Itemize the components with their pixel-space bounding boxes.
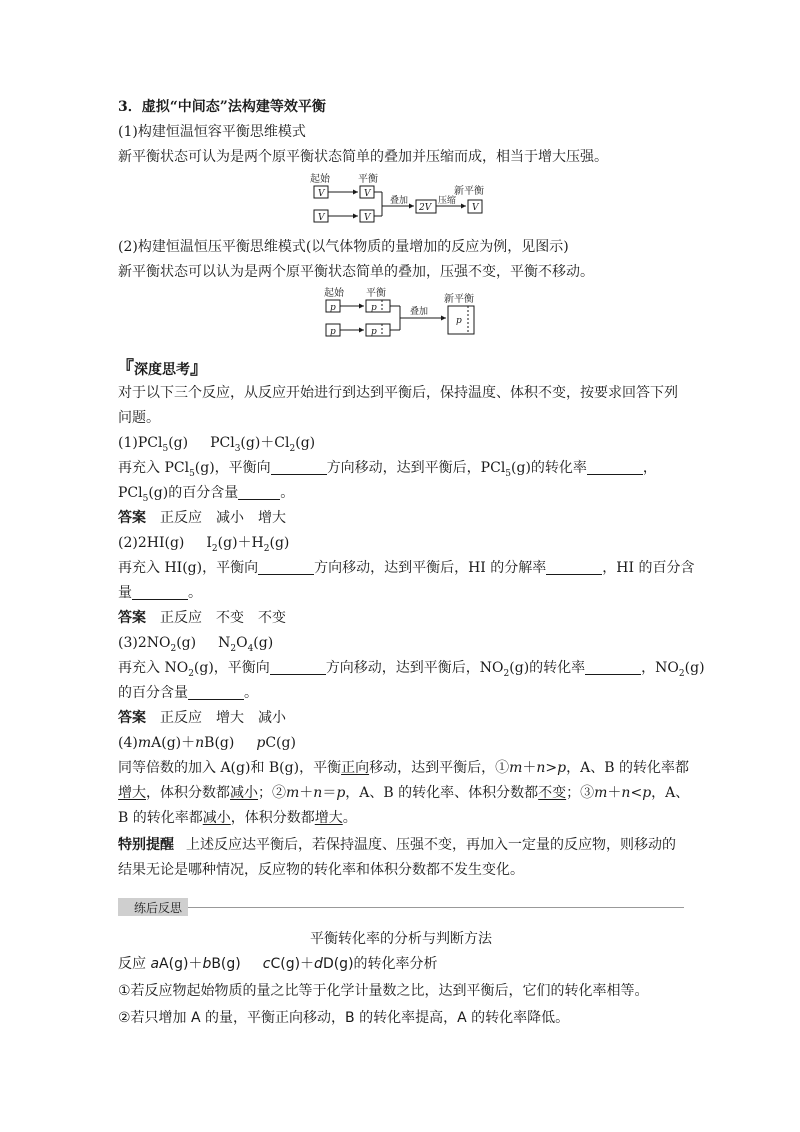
reflection-tab: 练后反思: [118, 898, 188, 916]
diagram2-p-box: p: [330, 303, 336, 313]
q1-blank-conversion[interactable]: [587, 460, 643, 475]
section-heading: 3．虚拟“中间态”法构建等效平衡: [118, 99, 326, 115]
diagram1-v-box: V: [364, 213, 371, 223]
reflection-item2: ②若只增加 A 的量，平衡正向移动，B 的转化率提高，A 的转化率降低。: [118, 1010, 570, 1026]
q3-line2: 的百分含量 。: [118, 685, 258, 701]
tip-line2: 结果无论是哪种情况，反应物的转化率和体积分数都不发生变化。: [118, 862, 524, 878]
q1-line1: 再充入 PCl$_5$(g)，平衡向 方向移动，达到平衡后，PCl$_5$(g)的转化率 ，: [118, 460, 657, 479]
diagram1-new-label: 新平衡: [454, 186, 484, 197]
q2-blank-percentage[interactable]: [132, 585, 188, 600]
q3-equation: $(3)2NO_2(g)$ $N_2O_4(g)$: [118, 635, 274, 654]
q2-blank-decomposition[interactable]: [546, 560, 602, 575]
diagram1-2v-box: 2V: [419, 203, 432, 213]
diagram2-p-box: p: [456, 316, 462, 326]
diagram1-v-box: V: [364, 189, 371, 199]
reflection-bar: [118, 898, 684, 916]
diagram2-p-box: p: [371, 303, 377, 313]
diagram2-start-label: 起始: [324, 288, 344, 299]
constant-volume-diagram: [300, 170, 510, 230]
q3-blank-direction[interactable]: [270, 660, 326, 675]
diagram2-eq-label: 平衡: [366, 288, 386, 299]
subheading-constant-pressure: (2)构建恒温恒压平衡思维模式(以气体物质的量增加的反应为例，见图示): [118, 239, 569, 255]
subheading-constant-volume: (1)构建恒温恒容平衡思维模式: [118, 124, 306, 140]
q1-blank-direction[interactable]: [271, 460, 327, 475]
diagram1-v-box: V: [472, 203, 479, 213]
q2-line2: 量 。: [118, 585, 202, 601]
reflection-reaction: 反应 aA(g)＋bB(g) cC(g)＋dD(g)的转化率分析: [118, 956, 438, 972]
diagram2-p-box: p: [371, 327, 377, 337]
q1-equation: (1)PCl$_5$(g) $PCl_3(g)+Cl_2(g)$: [118, 435, 316, 454]
q2-answer: 答案 正反应 不变 不变: [118, 610, 286, 626]
diagram1-stack-label: 叠加: [390, 196, 409, 206]
q4-line1: 同等倍数的加入 A(g)和 B(g)，平衡正向移动，达到平衡后，①m＋n>p，A、B 的转化率都: [118, 760, 689, 776]
q2-line1: 再充入 HI(g)，平衡向 方向移动，达到平衡后，HI 的分解率 ，HI 的百分含: [118, 560, 695, 576]
q1-blank-percentage[interactable]: [238, 485, 280, 500]
diagram1-start-label: 起始: [310, 174, 330, 185]
q3-blank-conversion[interactable]: [585, 660, 641, 675]
diagram1-v-box: V: [318, 213, 325, 223]
diagram2-p-box: p: [330, 327, 336, 337]
deep-intro-line2: 问题。: [118, 410, 160, 426]
q1-answer: 答案 正反应 减小 增大: [118, 510, 286, 526]
q4-equation: (4)mA(g)＋nB(g) pC(g): [118, 735, 296, 751]
deep-thinking-title: 『深度思考』: [116, 358, 208, 379]
diagram1-eq-label: 平衡: [358, 174, 378, 185]
diagram1-v-box: V: [318, 189, 325, 199]
q3-blank-percentage[interactable]: [188, 685, 244, 700]
q2-equation: (2)2HI(g) $I_2(g)+H_2(g)$: [118, 535, 290, 554]
paragraph-constant-pressure: 新平衡状态可以认为是两个原平衡状态简单的叠加，压强不变，平衡不移动。: [118, 264, 594, 280]
diagram1-compress-label: 压缩: [438, 196, 457, 206]
diagram2-new-label: 新平衡: [444, 294, 474, 305]
q1-line2: PCl$_5$(g)的百分含量 。: [118, 485, 295, 504]
diagram2-stack-label: 叠加: [410, 307, 429, 317]
paragraph-constant-volume: 新平衡状态可认为是两个原平衡状态简单的叠加并压缩而成，相当于增大压强。: [118, 149, 608, 165]
reflection-title: 平衡转化率的分析与判断方法: [310, 931, 492, 947]
q2-blank-direction[interactable]: [258, 560, 314, 575]
tip-line1: 特别提醒 上述反应达平衡后，若保持温度、压强不变，再加入一定量的反应物，则移动的: [118, 837, 676, 853]
q4-line2: 增大，体积分数都减小；②m＋n＝p，A、B 的转化率、体积分数都不变；③m＋n<p，A、: [118, 785, 690, 801]
q3-answer: 答案 正反应 增大 减小: [118, 710, 286, 726]
constant-pressure-diagram: [318, 284, 498, 344]
reflection-item1: ①若反应物起始物质的量之比等于化学计量数之比，达到平衡后，它们的转化率相等。: [118, 983, 649, 999]
deep-intro-line1: 对于以下三个反应，从反应开始进行到达到平衡后，保持温度、体积不变，按要求回答下列: [118, 385, 678, 401]
q4-line3: B 的转化率都减小，体积分数都增大。: [118, 810, 357, 826]
q3-line1: 再充入 $NO_2(g)$，平衡向 方向移动，达到平衡后，$NO_2(g)$的转化率 ，$NO_2(g)$: [118, 660, 705, 679]
reflection-divider: [188, 907, 684, 908]
